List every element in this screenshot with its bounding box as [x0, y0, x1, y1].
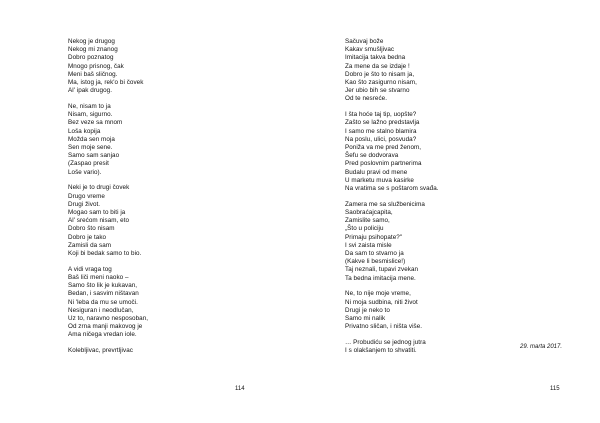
poem-line: Nekog mi znanog	[68, 46, 118, 54]
poem-line: Možda sen moja	[68, 135, 115, 143]
poem-line: Al' srećom nisam, eto	[68, 217, 130, 225]
poem-line: Ne, nisam to ja	[68, 103, 111, 111]
poem-line: Baš liči meni naoko –	[68, 274, 129, 282]
poem-line: Kao što zasigurno nisam,	[345, 79, 417, 87]
poem-line: I svi zaista misle	[345, 241, 392, 249]
poem-line: I šta hoće taj tip, uopšte?	[345, 111, 417, 119]
poem-line: Zamera me sa službenicima	[345, 200, 425, 208]
poem-line: Nekog je drugog	[68, 38, 115, 45]
poem-line: Jer ubio bih se stvarno	[345, 87, 410, 95]
poem-line: Bez veze sa mnom	[68, 119, 123, 127]
poem-line: Imitacija takva bedna	[345, 54, 406, 62]
poem-line: Kolebljivac, prevrtljivac	[68, 347, 133, 355]
poem-line: Kakav smušljivac	[345, 46, 395, 54]
poem-line: Na vratima se s poštarom svađa.	[345, 185, 439, 193]
page-number: 114	[235, 386, 245, 392]
poem-line: Uz to, naravno nesposoban,	[68, 315, 149, 323]
poem-line: Šefu se dodvorava	[345, 152, 399, 160]
poem-line: Ama ničega vredan iole.	[68, 331, 137, 339]
poem-line: Saobraćajcapita,	[345, 209, 393, 217]
poem-line: Koji bi bedak samo to bio.	[68, 250, 142, 258]
poem-line: Sen moje sene.	[68, 144, 113, 152]
poem-line: Neki je to drugi čovek	[68, 184, 130, 192]
stanza	[68, 103, 238, 177]
poem-line: Primaju psihopate?"	[345, 233, 403, 241]
poem-line: Od te nesreće.	[345, 95, 388, 103]
page-number: 115	[550, 386, 560, 392]
stanza	[68, 38, 238, 95]
poem-line: Taj neznali, tupavi zvekan	[345, 266, 419, 274]
poem-line: „Što u policiju	[345, 225, 384, 233]
poem-line: Ni 'leba da mu se umoči.	[68, 298, 138, 306]
poem-line: Budalu pravi od mene	[345, 168, 408, 176]
poem-line: Ta bedna imitacija mene.	[345, 274, 416, 282]
poem-line: Nesiguran i neodlučan,	[68, 306, 134, 314]
poem-line: Poniža va me pred ženom,	[345, 144, 422, 152]
poem-line: Od zrna manji makovog je	[68, 323, 143, 331]
poem-line: Meni baš sličnog.	[68, 70, 118, 78]
poem-line: Ni moja sudbina, niti život	[345, 298, 418, 306]
poem-line: Mogao sam to biti ja	[68, 209, 126, 217]
poem-line: Za mene da se izdaje !	[345, 62, 410, 70]
stanza	[68, 266, 238, 340]
poem-line: A vidi vraga tog	[68, 265, 112, 273]
stanza	[345, 201, 535, 283]
poem-column-right	[345, 38, 535, 363]
poem-line: Dobro što nisam	[68, 225, 115, 233]
poem-line: Zamisli da sam	[68, 241, 112, 249]
poem-line: Mnogo prisnog, čak	[68, 62, 124, 70]
poem-line: Samo mi nalik	[345, 315, 386, 323]
poem-line: … Probudiću se jednog jutra	[345, 339, 426, 347]
stanza	[68, 347, 238, 355]
poem-line: Al' ipak drugog.	[68, 87, 113, 95]
poem-line: Loša kopija	[68, 127, 101, 135]
poem-line: Dobro poznatog	[68, 54, 114, 62]
poem-line: Ne, to nije moje vreme,	[345, 290, 411, 298]
stanza	[345, 38, 535, 104]
poem-line: Samo sam sanjao	[68, 152, 120, 160]
poem-line: Drugi je neko to	[345, 306, 390, 314]
poem-line: Sačuvaj bože	[345, 38, 384, 45]
poem-line: I s olakšanjem to shvatiti.	[345, 347, 417, 355]
poem-date: 29. marta 2017.	[520, 344, 563, 350]
poem-line: I samo me stalno blamira	[345, 127, 417, 135]
stanza	[345, 111, 535, 193]
stanza	[345, 339, 535, 355]
poem-line: Ma, istog ja, rek'o bi čovek	[68, 79, 144, 87]
poem-line: Pred poslovnim partnerima	[345, 160, 422, 168]
poem-line: Samo što lik je kukavan,	[68, 282, 138, 290]
poem-line: Zamislite samo,	[345, 217, 390, 225]
poem-line: Dobro je tako	[68, 233, 107, 241]
right-page	[300, 0, 600, 423]
poem-line: Bedan, i sasvim ništavan	[68, 290, 139, 298]
poem-line: Zašto se lažno predstavlja	[345, 119, 420, 127]
poem-line: Na poslu, ulici, posvuda?	[345, 135, 417, 143]
poem-line: Privatno sličan, i ništa više.	[345, 323, 423, 331]
poem-line: U marketu muva kasirke	[345, 176, 414, 184]
poem-line: (Zaspao presit	[68, 160, 109, 168]
poem-line: Drugi život.	[68, 200, 101, 208]
poem-column-left	[68, 38, 238, 363]
poem-line: Drugo vreme	[68, 192, 105, 200]
poem-line: Loše vario).	[68, 168, 102, 176]
poem-line: Nisam, sigurno.	[68, 111, 113, 119]
poem-line: Dobro je što to nisam ja,	[345, 70, 415, 78]
stanza	[345, 290, 535, 331]
poem-line: (Kakve li besmislice!)	[345, 258, 406, 266]
poem-line: Da sam to stvarno ja	[345, 250, 404, 258]
stanza	[68, 184, 238, 258]
